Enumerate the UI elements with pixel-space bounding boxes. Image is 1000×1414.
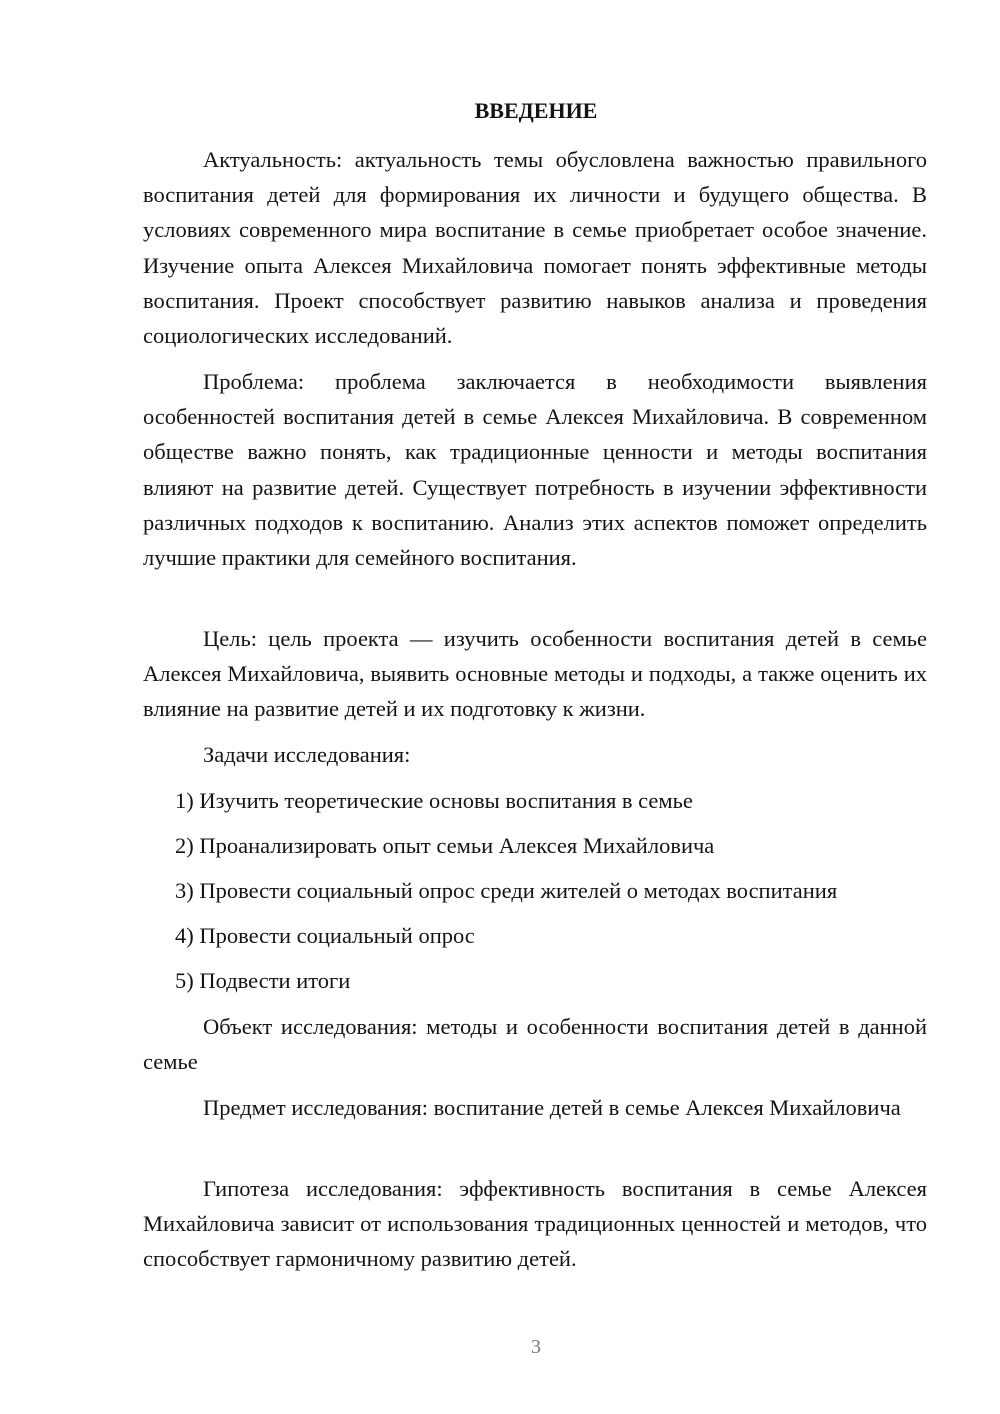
problem-paragraph: Проблема: проблема заключается в необходимости выявления особенностей воспитания детей в семье Алексея Михайловича. В современном обществе важно понять, как традиционные ценности и методы воспитания влияют на развитие детей. Существует потребность в изучении эффективности различных подходов к воспитанию. Анализ этих аспектов поможет определить лучшие практики для семейного воспитания. [143, 369, 927, 571]
tasks-heading: Задачи исследования: [203, 742, 411, 767]
object-paragraph: Объект исследования: методы и особенности воспитания детей в данной семье [143, 1014, 927, 1075]
task-item-5: 5) Подвести итоги [175, 968, 351, 993]
hypothesis-paragraph: Гипотеза исследования: эффективность воспитания в семье Алексея Михайловича зависит от использования традиционных ценностей и методов, что способствует гармоничному развитию детей. [143, 1176, 927, 1272]
task-item-3: 3) Провести социальный опрос среди жителей о методах воспитания [175, 878, 838, 903]
page-number: 3 [531, 1336, 541, 1358]
task-item-4: 4) Провести социальный опрос [175, 923, 475, 948]
page-title: ВВЕДЕНИЕ [474, 98, 598, 123]
relevance-paragraph: Актуальность: актуальность темы обусловлена важностью правильного воспитания детей для формирования их личности и будущего общества. В условиях современного мира воспитание в семье приобретает особое значение. Изучение опыта Алексея Михайловича помогает понять эффективные методы воспитания. Проект способствует развитию навыков анализа и проведения социологических исследований. [143, 147, 927, 349]
subject-paragraph: Предмет исследования: воспитание детей в семье Алексея Михайловича [203, 1095, 901, 1120]
task-item-2: 2) Проанализировать опыт семьи Алексея Михайловича [175, 833, 715, 858]
goal-paragraph: Цель: цель проекта — изучить особенности воспитания детей в семье Алексея Михайловича, выявить основные методы и подходы, а также оценить их влияние на развитие детей и их подготовку к жизни. [143, 626, 927, 722]
task-item-1: 1) Изучить теоретические основы воспитания в семье [175, 788, 693, 813]
